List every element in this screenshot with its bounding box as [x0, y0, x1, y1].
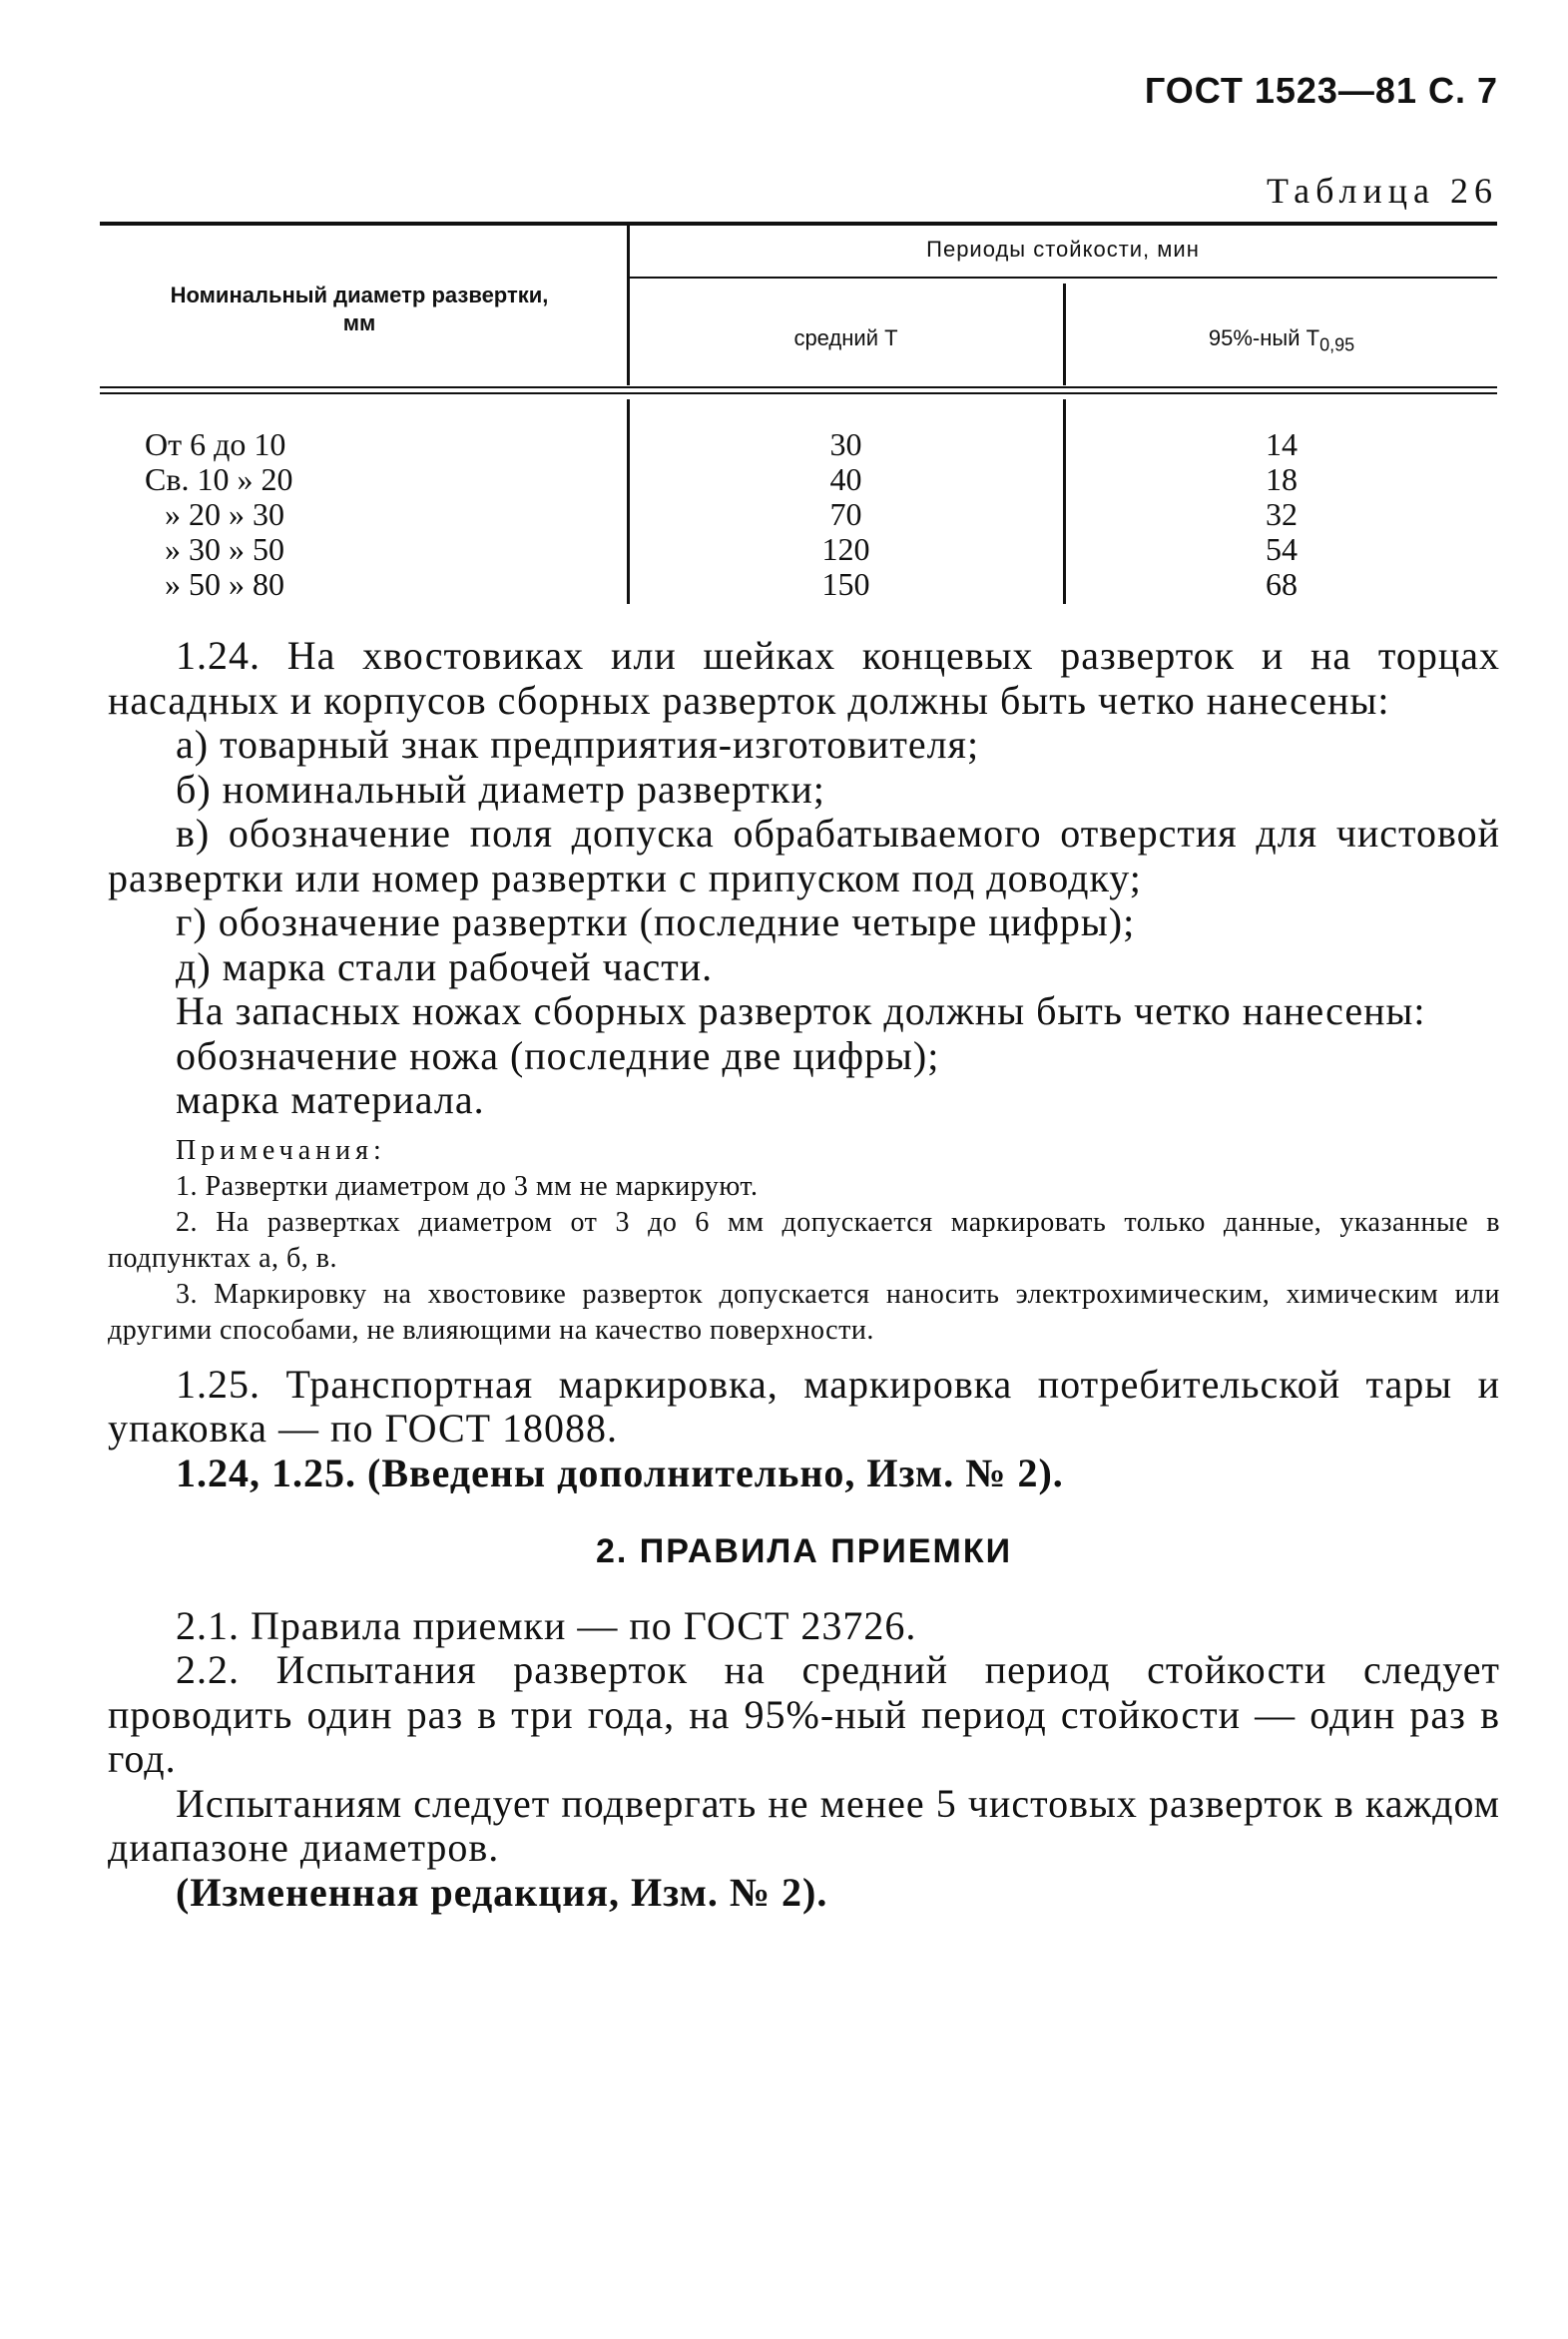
- table-cell-diameter: » 30 » 50: [165, 531, 284, 567]
- paragraph-2-1: 2.1. Правила приемки — по ГОСТ 23726.: [176, 1602, 917, 1648]
- col-header-p95-text: 95%-ный T: [1208, 325, 1320, 350]
- marking-list-item: в) обозначение поля допуска обрабатываемого отверстия для чистовой развертки или номер развертки с припуском под доводку;: [108, 811, 1500, 900]
- col-header-diameter: Номинальный диаметр развертки, мм: [170, 283, 549, 335]
- stability-table: [100, 222, 1497, 606]
- note-item: 2. На развертках диаметром от 3 до 6 мм допускается маркировать только данные, указанные в подпунктах а, б, в.: [108, 1206, 1500, 1274]
- marking-list-item: а) товарный знак предприятия-изготовителя;: [176, 722, 980, 767]
- col-header-p95: [1066, 324, 1497, 358]
- table-cell-diameter: » 50 » 80: [165, 566, 284, 602]
- knives-list-item: обозначение ножа (последние две цифры);: [176, 1032, 940, 1078]
- col-header-p95-sub: 0,95: [1319, 334, 1355, 355]
- marking-list-item: б) номинальный диаметр развертки;: [176, 766, 825, 812]
- table-cell-diameter: От 6 до 10: [145, 426, 286, 462]
- note-item: 3. Маркировку на хвостовике разверток допускается наносить электрохимическим, химическим или другими способами, не влияющими на качество поверхности.: [108, 1278, 1500, 1346]
- marking-list-item: г) обозначение развертки (последние четыре цифры);: [176, 899, 1136, 944]
- section-2-title: 2. ПРАВИЛА ПРИЕМКИ: [595, 1532, 1013, 1570]
- paragraph-1-25: 1.25. Транспортная маркировка, маркировка потребительской тары и упаковка — по ГОСТ 18088.: [108, 1361, 1500, 1451]
- table-cell-p95: 18: [1266, 461, 1298, 497]
- col-header-mean: средний T: [793, 325, 898, 350]
- body-text: [108, 634, 1500, 1915]
- notes-title: Примечания:: [176, 1134, 386, 1166]
- table-cell-diameter: » 20 » 30: [165, 496, 284, 532]
- table-cell-p95: 68: [1266, 566, 1298, 602]
- table-label: Таблица 26: [1267, 171, 1498, 211]
- header-bottom-rule: [100, 386, 1497, 388]
- group-header-periods: Периоды стойкости, мин: [926, 237, 1200, 262]
- changed-note: (Измененная редакция, Изм. № 2).: [176, 1869, 828, 1915]
- table-cell-mean: 40: [829, 461, 862, 497]
- table-cell-mean: 150: [821, 566, 870, 602]
- table-cell-diameter: Св. 10 » 20: [145, 461, 293, 497]
- table-cell-p95: 32: [1266, 496, 1298, 532]
- notes-block: [108, 1133, 1500, 1349]
- table-top-rule: [100, 222, 1497, 226]
- paragraph-2-2: 2.2. Испытания разверток на средний период стойкости следует проводить один раз в три года, на 95%-ный период стойкости — один раз в год.: [108, 1647, 1500, 1781]
- paragraph-tests: Испытаниям следует подвергать не менее 5 чистовых разверток в каждом диапазоне диаметров.: [108, 1780, 1500, 1870]
- table-cell-mean: 30: [829, 426, 862, 462]
- table-cell-mean: 70: [829, 496, 862, 532]
- marking-list-item: д) марка стали рабочей части.: [176, 943, 714, 989]
- page-header: ГОСТ 1523—81 С. 7: [1144, 70, 1498, 111]
- knives-list-item: марка материала.: [176, 1077, 485, 1122]
- amendment-note: 1.24, 1.25. (Введены дополнительно, Изм. № 2).: [176, 1450, 1064, 1495]
- table-cell-mean: 120: [821, 531, 870, 567]
- note-item: 1. Развертки диаметром до 3 мм не маркируют.: [176, 1170, 759, 1202]
- table-cell-p95: 14: [1266, 426, 1298, 462]
- knives-intro: На запасных ножах сборных разверток должны быть четко нанесены:: [176, 988, 1426, 1033]
- header-bottom-rule-2: [100, 392, 1497, 394]
- paragraph-1-24: 1.24. На хвостовиках или шейках концевых разверток и на торцах насадных и корпусов сборных разверток должны быть четко нанесены:: [108, 633, 1500, 723]
- group-header-rule: [629, 277, 1497, 279]
- table-cell-p95: 54: [1266, 531, 1298, 567]
